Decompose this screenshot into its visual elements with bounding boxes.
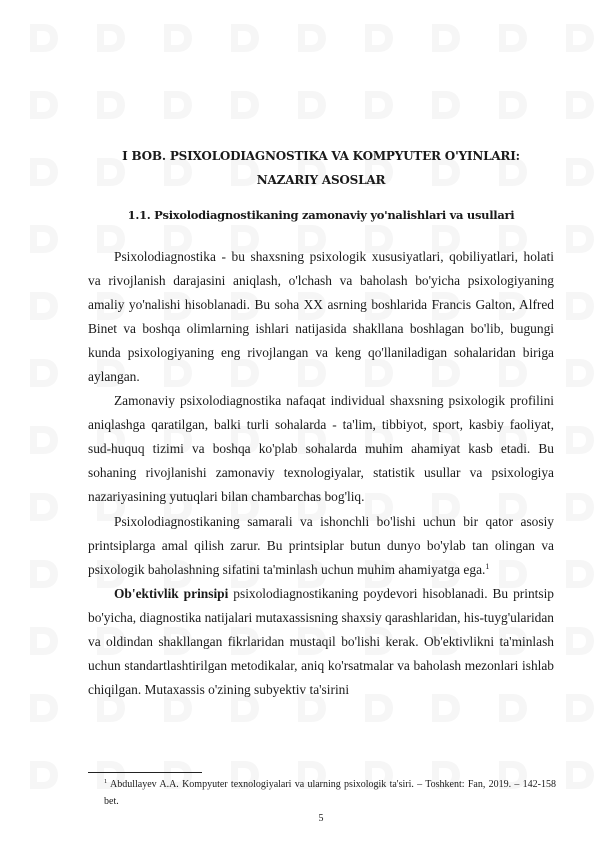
paragraph-text: Psixolodiagnostikaning samarali va ishonchli bo'lishi uchun bir qator asosiy printsiplarga amal qilish zarur. Bu printsiplar butun dunyo bo'ylab tan olingan va psixologik baholashning sifatini ta'minlash uchun muhim ahamiyatga ega. [88, 513, 554, 577]
footnote [104, 776, 556, 810]
chapter-title-line-1: I BOB. PSIXOLODIAGNOSTIKA VA KOMPYUTER O'YINLARI: [122, 149, 520, 163]
body-text [88, 245, 554, 702]
chapter-title [88, 144, 554, 192]
paragraph-text: Psixolodiagnostika - bu shaxsning psixologik xususiyatlari, qobiliyatlari, holati va rivojlanish darajasini aniqlash, o'lchash va baholash bo'yicha psixologiyaning amaliy yo'nalishi hisoblanadi. Bu soha XX asrning boshlarida Francis Galton, Alfred Binet va boshqa olimlarning ishlari natijasida shakllana boshlagan bo'lib, bugungi kunda psixologiyaning eng rivojlangan va keng qo'llaniladigan sohalaridan biriga aylangan. [88, 249, 554, 385]
footnote-marker: 1 [104, 778, 108, 785]
footnote-divider [88, 772, 202, 773]
paragraph [88, 245, 554, 389]
footnote-text: Abdullayev A.A. Kompyuter texnologiyalari va ularning psixologik ta'siri. – Toshkent: Fan, 2019. – 142-158 bet. [104, 779, 556, 807]
term-bold: Ob'ektivlik prinsipi [114, 585, 229, 601]
chapter-title-line-2: NAZARIY ASOSLAR [256, 173, 386, 187]
footnote-reference[interactable]: 1 [485, 561, 490, 571]
page-number: 5 [318, 813, 324, 824]
paragraph-text: Zamonaviy psixolodiagnostika nafaqat individual shaxsning psixologik profilini aniqlashga qaratilgan, balki turli sohalarda - ta'lim, tibbiyot, sport, kasbiy faoliyat, sud-huquq tizimi va boshqa ko'plab sohalarda muhim ahamiyat kasb etadi. Bu sohaning rivojlanishi zamonaviy texnologiyalar, statistik usullar va psixologiya nazariyasining yutuqlari bilan chambarchas bog'liq. [88, 393, 554, 505]
paragraph [88, 582, 554, 702]
paragraph-text: psixolodiagnostikaning poydevori hisoblanadi. Bu printsip bo'yicha, diagnostika natijalari mutaxassisning shaxsiy qarashlaridan, his-tuyg'ularidan va oldindan shakllangan fikrlaridan mustaqil bo'lishi kerak. Ob'ektivlikni ta'minlash uchun standartlashtirilgan metodikalar, aniq ko'rsatmalar va baholash mezonlari ishlab chiqilgan. Mutaxassis o'zining subyektiv ta'sirini [88, 585, 554, 697]
paragraph [88, 510, 554, 582]
paragraph [88, 389, 554, 509]
section-title: 1.1. Psixolodiagnostikaning zamonaviy yo'nalishlari va usullari [127, 208, 515, 222]
